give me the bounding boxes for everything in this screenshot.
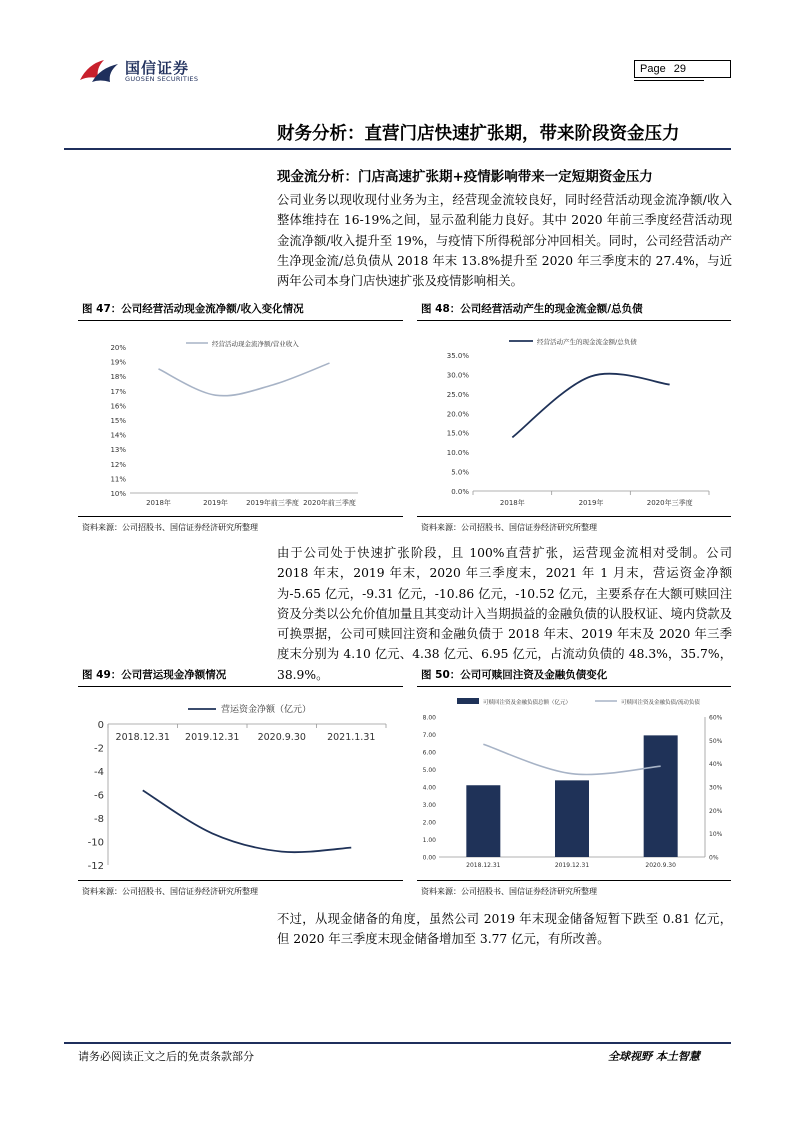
y-right-tick-label: 30% [709, 784, 723, 792]
legend-label: 可赎回注资及金融负债总额（亿元） [483, 700, 572, 706]
x-tick-label: 2019.12.31 [554, 862, 590, 869]
y-tick-label: -6 [94, 790, 104, 802]
y-right-tick-label: 40% [709, 761, 723, 769]
figure-48-bottom-rule [417, 516, 731, 517]
y-tick-label: -12 [87, 861, 104, 872]
y-tick-label: -4 [94, 767, 104, 778]
figure-48 [417, 301, 731, 541]
x-tick-label: 2021.1.31 [327, 732, 376, 743]
y-tick-label: 13% [110, 446, 126, 455]
x-tick-label: 2019年前三季度 [246, 499, 299, 507]
x-tick-label: 2018年 [146, 499, 171, 507]
footer-disclaimer: 请务必阅读正文之后的免责条款部分 [78, 1050, 254, 1063]
figure-49-top-rule [78, 686, 403, 687]
figure-50-source: 资料来源：公司招股书、国信证券经济研究所整理 [421, 887, 597, 896]
figure-49-title: 图 49：公司营运现金净额情况 [82, 669, 227, 681]
y-left-tick-label: 6.00 [422, 749, 436, 757]
x-tick-label: 2018.12.31 [466, 862, 501, 869]
y-tick-label: 12% [110, 460, 126, 469]
y-tick-label: 18% [110, 373, 126, 382]
series-line [143, 790, 352, 852]
body-paragraph-3: 不过，从现金储备的角度，虽然公司 2019 年末现金储备短暂下跌至 0.81 亿元，但 2020 年三季度末现金储备增加至 3.77 亿元，有所改善。 [277, 912, 732, 947]
x-tick-label: 2020年三季度 [646, 499, 693, 507]
y-tick-label: 20% [110, 344, 126, 352]
page-underline [634, 80, 704, 81]
title-divider [64, 148, 731, 150]
company-logo [78, 56, 218, 86]
y-tick-label: 17% [110, 387, 126, 396]
y-tick-label: 30.0% [446, 371, 469, 380]
figure-48-chart [417, 325, 731, 515]
y-tick-label: 19% [110, 358, 126, 367]
y-tick-label: 20.0% [446, 410, 469, 419]
y-left-tick-label: 7.00 [422, 732, 436, 739]
y-left-tick-label: 0.00 [422, 854, 436, 862]
y-left-tick-label: 4.00 [422, 784, 436, 792]
x-tick-label: 2019.12.31 [185, 732, 240, 743]
y-tick-label: 25.0% [446, 390, 469, 399]
logo-mark-icon [78, 56, 122, 86]
x-tick-label: 2019年 [203, 499, 228, 507]
y-tick-label: 11% [110, 475, 126, 484]
y-right-tick-label: 50% [709, 737, 723, 745]
footer-divider [64, 1042, 731, 1044]
legend-label: 经营活动产生的现金流金额/总负债 [537, 338, 637, 346]
bar [466, 785, 500, 857]
figure-50 [417, 667, 731, 907]
page-title: 财务分析：直营门店快速扩张期，带来阶段资金压力 [277, 124, 680, 144]
footer-slogan: 全球视野 本土智慧 [608, 1050, 700, 1063]
figure-47-svg [78, 325, 403, 515]
y-right-tick-label: 60% [709, 714, 723, 722]
y-tick-label: 16% [110, 402, 126, 411]
x-tick-label: 2020.9.30 [257, 732, 306, 743]
y-right-tick-label: 20% [709, 807, 723, 815]
y-left-tick-label: 5.00 [422, 767, 436, 774]
y-left-tick-label: 3.00 [422, 802, 436, 809]
y-tick-label: -8 [94, 814, 104, 825]
figure-48-top-rule [417, 320, 731, 321]
y-right-tick-label: 10% [709, 831, 723, 839]
figure-50-svg [417, 691, 731, 881]
y-left-tick-label: 1.00 [422, 837, 436, 844]
y-tick-label: 15% [110, 417, 126, 425]
y-right-tick-label: 0% [709, 854, 719, 862]
figure-49-chart [78, 691, 403, 881]
y-tick-label: 10.0% [446, 449, 469, 458]
legend-label: 可赎回注资及金融负债/流动负债 [621, 700, 700, 706]
figure-47-title: 图 47：公司经营活动现金流净额/收入变化情况 [82, 303, 304, 315]
figure-50-bottom-rule [417, 880, 731, 881]
y-tick-label: 15.0% [446, 429, 469, 438]
bar [555, 780, 589, 857]
logo-english-name: GUOSEN SECURITIES [125, 75, 199, 83]
figure-47-top-rule [78, 320, 403, 321]
figure-48-title: 图 48：公司经营活动产生的现金流金额/总负债 [421, 303, 643, 315]
figure-47-chart [78, 325, 403, 515]
y-tick-label: -2 [94, 743, 104, 755]
y-tick-label: 0.0% [451, 488, 469, 496]
figure-47 [78, 301, 403, 541]
series-line [483, 744, 660, 774]
section-title: 现金流分析：门店高速扩张期+疫情影响带来一定短期资金压力 [277, 169, 653, 185]
figure-50-title: 图 50：公司可赎回注资及金融负债变化 [421, 669, 608, 681]
page-indicator [634, 60, 731, 78]
y-tick-label: 5.0% [451, 468, 469, 477]
figure-50-top-rule [417, 686, 731, 687]
y-tick-label: -10 [87, 837, 104, 849]
figure-47-source: 资料来源：公司招股书、国信证券经济研究所整理 [82, 523, 258, 532]
x-tick-label: 2018.12.31 [115, 732, 170, 743]
x-tick-label: 2020.9.30 [645, 862, 676, 869]
figure-48-source: 资料来源：公司招股书、国信证券经济研究所整理 [421, 523, 597, 532]
y-tick-label: 14% [110, 431, 126, 440]
bar [644, 735, 678, 857]
body-paragraph-2: 由于公司处于快速扩张阶段，且 100%直营扩张，运营现金流相对受制。公司 2018 年末，2019 年末，2020 年三季度末，2021 年 1 月末，营运资金净额为-5.65 亿元，-9.31 亿元，-10.86 亿元，-10.52 亿元，主要系存在大额可赎回注资及分类以公允价值加量且其变动计入当期损益的金融负债的认股权证、境内贷款及可换票据，公司可赎回注资和金融负债于 2018 年末、2019 年末及 2020 年三季度末分别为 4.10 亿元、4.38 亿元、6.95 亿元，占流动负债的 48.3%，35.7%，38.9%。 [277, 546, 732, 682]
figure-47-bottom-rule [78, 516, 403, 517]
legend-label: 营运资金净额（亿元） [221, 705, 312, 715]
page-label: Page [640, 63, 666, 75]
figure-49 [78, 667, 403, 907]
figure-49-bottom-rule [78, 880, 403, 881]
logo-chinese-name: 国信证券 [125, 59, 190, 77]
y-left-tick-label: 8.00 [422, 714, 436, 722]
x-tick-label: 2020年前三季度 [303, 499, 356, 507]
y-left-tick-label: 2.00 [422, 819, 436, 827]
figure-49-svg [78, 691, 403, 881]
series-line [512, 374, 669, 438]
figure-50-chart [417, 691, 731, 881]
page-number: 29 [673, 63, 686, 75]
legend-swatch-bar [457, 698, 479, 704]
x-tick-label: 2019年 [578, 499, 604, 507]
body-paragraph-1: 公司业务以现收现付业务为主，经营现金流较良好，同时经营活动现金流净额/收入整体维持在 16-19%之间，显示盈利能力良好。其中 2020 年前三季度经营活动现金流净额/收入提升至 19%，与疫情下所得税部分冲回相关。同时，公司经营活动产生净现金流/总负债从 2018 年末 13.8%提升至 2020 年三季度末的 27.4%，与近两年公司本身门店快速扩张及疫情影响相关。 [277, 193, 732, 289]
y-tick-label: 35.0% [446, 352, 469, 360]
y-tick-label: 10% [110, 490, 126, 498]
legend-label: 经营活动现金流净额/营业收入 [212, 340, 299, 348]
x-tick-label: 2018年 [499, 499, 525, 507]
figure-49-source: 资料来源：公司招股书、国信证券经济研究所整理 [82, 887, 258, 896]
figure-48-svg [417, 325, 731, 515]
series-line [159, 363, 330, 396]
y-tick-label: 0 [97, 720, 104, 731]
